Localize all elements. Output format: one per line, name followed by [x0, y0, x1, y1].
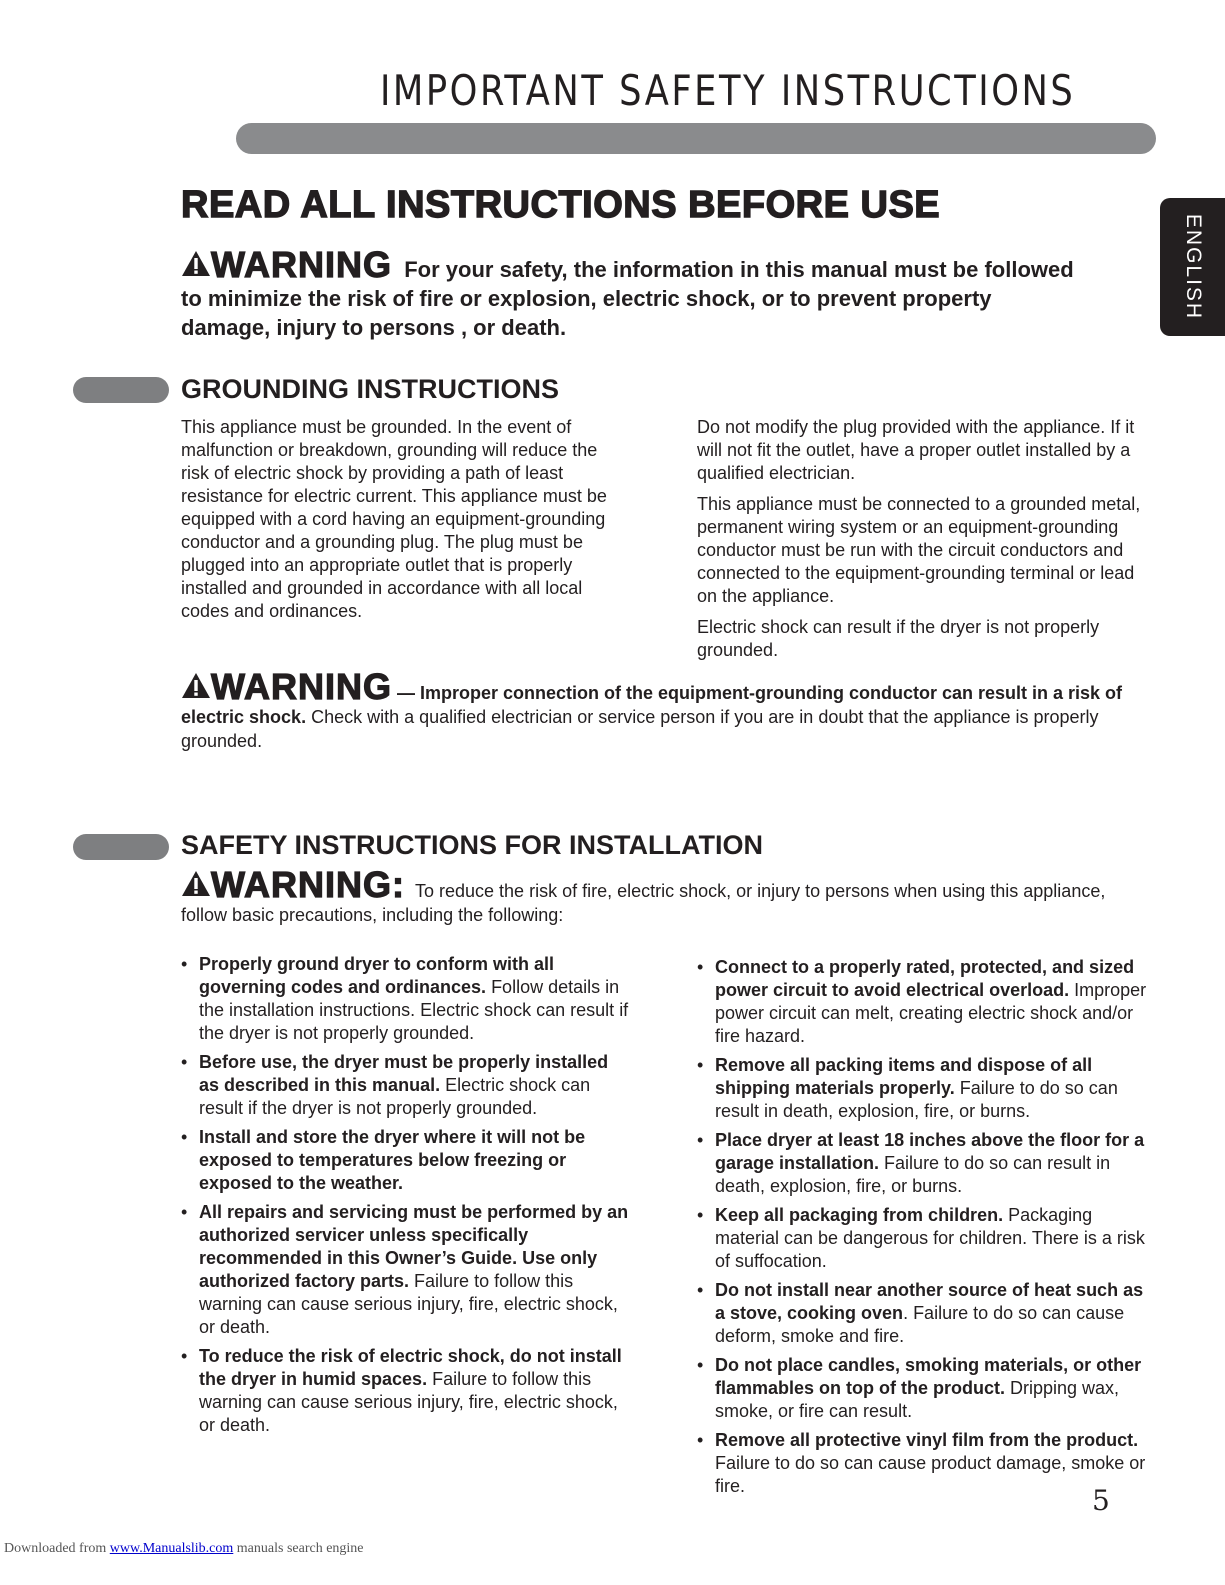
warning-dash: — [392, 683, 421, 703]
installation-warning [181, 864, 1141, 927]
warning-triangle-icon [181, 250, 211, 277]
list-item: • Remove all packing items and dispose of all shipping materials properly. Failure to do so can result in death, explosion, fire, or burns. [697, 1054, 1147, 1123]
manualslib-link[interactable]: www.Manualslib.com [109, 1541, 234, 1556]
list-item: • Place dryer at least 18 inches above the floor for a garage installation. Failure to do so can result in death, explosion, fire, or burns. [697, 1129, 1147, 1198]
warning-label: WARNING: [211, 864, 405, 905]
warning-triangle-icon [181, 672, 211, 699]
list-item: • Remove all protective vinyl film from the product. Failure to do so can cause product damage, smoke or fire. [697, 1429, 1147, 1498]
footer-suffix: manuals search engine [233, 1541, 364, 1556]
list-item: • All repairs and servicing must be performed by an authorized servicer unless specifically recommended in this Owner’s Guide. Use only authorized factory parts. Failure to follow this warning can cause serious injury, fire, electric shock, or death. [181, 1201, 631, 1339]
intro-warning [181, 244, 1081, 342]
page-title: IMPORTANT SAFETY INSTRUCTIONS [380, 66, 1076, 115]
warning-triangle-icon [181, 870, 211, 897]
warning-label: WARNING [211, 666, 392, 707]
list-item: • To reduce the risk of electric shock, do not install the dryer in humid spaces. Failure to follow this warning can cause serious injury, fire, electric shock, or death. [181, 1345, 631, 1437]
list-item: • Before use, the dryer must be properly installed as described in this manual. Electric shock can result if the dryer is not properly grounded. [181, 1051, 631, 1120]
list-item: • Properly ground dryer to conform with all governing codes and ordinances. Follow details in the installation instructions. Electric shock can result if the dryer is not properly grounded. [181, 953, 631, 1045]
title-bar [236, 123, 1156, 154]
footer [4, 1541, 364, 1557]
list-item: • Do not install near another source of heat such as a stove, cooking oven. Failure to do so can cause deform, smoke and fire. [697, 1279, 1147, 1348]
list-item: • Connect to a properly rated, protected, and sized power circuit to avoid electrical overload. Improper power circuit can melt, creating electric shock and/or fire hazard. [697, 956, 1147, 1048]
grounding-paragraph: This appliance must be connected to a grounded metal, permanent wiring system or an equipment-grounding conductor must be run with the circuit conductors and connected to the equipment-grounding terminal or lead on the appliance. [697, 494, 1141, 606]
grounding-left-column [181, 416, 626, 631]
section-marker [73, 377, 169, 403]
grounding-warning-bold: Improper connection of the equipment-grounding conductor can result in a risk of electric shock. [181, 683, 1123, 727]
language-tab [1160, 198, 1225, 336]
installation-left-list [181, 953, 631, 1443]
installation-right-list [697, 956, 1147, 1504]
list-item: • Do not place candles, smoking materials, or other flammables on top of the product. Dripping wax, smoke, or fire can result. [697, 1354, 1147, 1423]
warning-label: WARNING [211, 244, 392, 285]
grounding-warning-text: Check with a qualified electrician or service person if you are in doubt that the appliance is properly grounded. [181, 707, 1099, 751]
section-marker [73, 834, 169, 860]
page-number: 5 [1092, 1484, 1110, 1517]
grounding-paragraph: Do not modify the plug provided with the appliance. If it will not fit the outlet, have a proper outlet installed by a qualified electrician. [697, 417, 1135, 483]
grounding-title: GROUNDING INSTRUCTIONS [181, 374, 559, 404]
grounding-paragraph: This appliance must be grounded. In the event of malfunction or breakdown, grounding will reduce the risk of electric shock by providing a path of least resistance for electric current. This appliance must be equipped with a cord having an equipment-grounding conductor and a grounding plug. The plug must be plugged into an appropriate outlet that is properly installed and grounded in accordance with all local codes and ordinances. [181, 417, 607, 621]
list-item: • Install and store the dryer where it will not be exposed to temperatures below freezing or exposed to the weather. [181, 1126, 631, 1195]
list-item: • Keep all packaging from children. Packaging material can be dangerous for children. There is a risk of suffocation. [697, 1204, 1147, 1273]
grounding-paragraph: Electric shock can result if the dryer is not properly grounded. [697, 617, 1100, 660]
language-tab-label: ENGLISH [1181, 213, 1205, 321]
intro-warning-text: For your safety, the information in this manual must be followed to minimize the risk of fire or explosion, electric shock, or to prevent property damage, injury to persons , or death. [181, 257, 1074, 340]
grounding-warning [181, 666, 1126, 753]
footer-prefix: Downloaded from [4, 1541, 110, 1556]
installation-title: SAFETY INSTRUCTIONS FOR INSTALLATION [181, 830, 763, 860]
main-heading: READ ALL INSTRUCTIONS BEFORE USE [181, 184, 941, 226]
installation-warning-text: To reduce the risk of fire, electric shock, or injury to persons when using this appliance, follow basic precautions, including the following: [181, 881, 1106, 925]
grounding-right-column [697, 416, 1142, 670]
